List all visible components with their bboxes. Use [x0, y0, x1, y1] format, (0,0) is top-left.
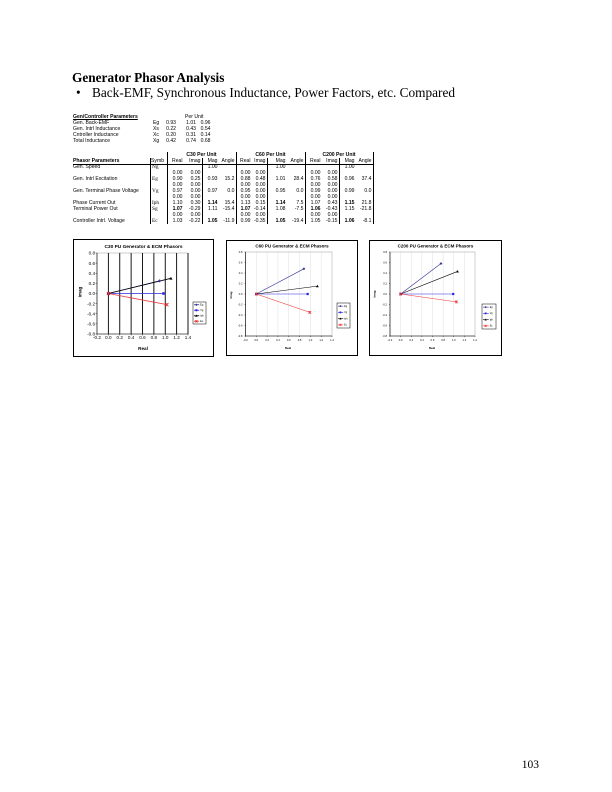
square-marker-icon [162, 292, 165, 295]
y-tick-label: -0.4 [87, 311, 95, 317]
phasor-value: 1.08 [275, 206, 286, 212]
phasor-value: 1.05 [275, 218, 286, 224]
phasor-value: 7.5 [296, 200, 304, 206]
y-tick-label: -0.2 [87, 301, 95, 307]
x-tick-label: 0.6 [139, 335, 146, 341]
column-header: Imag [189, 158, 201, 164]
phasor-symbol: Iph [152, 200, 160, 206]
chart-c30-phasors [73, 239, 214, 357]
x-tick-label: 1.4 [473, 339, 477, 343]
phasor-value: -19.4 [291, 218, 304, 224]
x-tick-label: 1.2 [173, 335, 180, 341]
y-tick-label: 0.4 [238, 271, 243, 275]
column-header: Angle [221, 158, 235, 164]
phasor-value: 0.90 [172, 176, 183, 182]
y-tick-label: -0.8 [87, 331, 95, 337]
group-header: C200 Per Unit [322, 152, 356, 158]
phasor-value: -11.9 [223, 218, 235, 224]
column-divider [373, 152, 374, 224]
phasor-value: 0.00 [327, 182, 338, 188]
phasor-value: 1.00 [344, 164, 355, 170]
phasor-value: 0.00 [190, 182, 201, 188]
param-header-label: Gen/Controller Parameters [73, 114, 138, 120]
phasor-value: 0.0 [227, 188, 235, 194]
x-tick-label: 0.0 [105, 335, 112, 341]
y-tick-label: 0.8 [88, 250, 95, 256]
phasor-value: 0.25 [190, 176, 201, 182]
phasor-value: 1.07 [172, 206, 183, 212]
phasor-value: 0.97 [172, 188, 183, 194]
phasor-value: 0.00 [327, 170, 338, 176]
phasor-value: 15.4 [224, 200, 235, 206]
phasor-parameters-table [73, 152, 374, 225]
legend-label: Iph [489, 318, 494, 322]
column-header: Imag [254, 158, 266, 164]
x-axis-title: Real [428, 346, 436, 350]
param-value: 0.96 [200, 120, 211, 126]
phasor-value: 1.14 [275, 200, 286, 206]
param-value: 0.31 [186, 132, 196, 138]
phasor-symbol: Vg [152, 188, 159, 194]
y-tick-label: 0.2 [88, 281, 95, 287]
x-tick-label: -0.2 [93, 335, 101, 341]
phasor-value: 0.00 [255, 182, 266, 188]
phasor-value: 37.4 [361, 176, 372, 182]
column-header: Mag [275, 158, 286, 164]
page-title: Generator Phasor Analysis [72, 70, 225, 85]
square-marker-icon [485, 312, 487, 314]
phasor-value: -21.8 [359, 206, 372, 212]
phasor-value: 28.4 [293, 176, 304, 182]
header-rule [73, 164, 373, 165]
chart-title: C200 PU Generator & ECM Phasors [397, 243, 474, 249]
phasor-value: -15.4 [222, 206, 235, 212]
column-divider [150, 158, 151, 224]
phasor-value: 0.96 [344, 176, 355, 182]
phasor-value: 1.01 [275, 176, 286, 182]
phasor-value: 0.00 [255, 212, 266, 218]
legend-label: Iph [344, 317, 348, 321]
chart-legend [337, 303, 350, 328]
phasor-value: -0.43 [325, 206, 338, 212]
page-subtitle: Back-EMF, Synchronous Inductance, Power Factors, etc. Compared [92, 85, 456, 100]
y-tick-label: -0.4 [382, 313, 387, 317]
phasor-value: 0.99 [344, 188, 355, 194]
phasor-value: 0.00 [190, 170, 201, 176]
x-tick-label: 0.2 [409, 339, 414, 343]
param-label: Gen. Intrl Inductance [73, 126, 121, 132]
legend-label: Ec [200, 320, 204, 324]
chart-canvas [73, 239, 214, 357]
phasor-value: 0.00 [172, 212, 183, 218]
phasor-value: 1.14 [207, 200, 218, 206]
phasor-value: 0.00 [172, 170, 183, 176]
phasor-value: 0.48 [255, 176, 266, 182]
column-divider [202, 158, 203, 224]
x-tick-label: 1.4 [184, 335, 192, 341]
phasor-value: 0.00 [255, 170, 266, 176]
param-header-units: Per Unit [185, 114, 204, 120]
phasor-value: 1.15 [344, 200, 355, 206]
x-tick-label: 0.0 [254, 339, 259, 343]
column-header: Imag [326, 158, 338, 164]
y-tick-label: -0.4 [237, 313, 243, 317]
column-divider [167, 152, 168, 224]
column-header: Mag [207, 158, 218, 164]
param-symbol: Xg [153, 138, 160, 144]
param-value: 0.54 [200, 126, 211, 132]
phasor-value: 1.06 [344, 218, 355, 224]
y-tick-label: -0.8 [237, 334, 243, 338]
x-tick-label: 0.6 [430, 339, 435, 343]
phasor-value: 1.07 [310, 200, 321, 206]
phasor-value: 0.93 [207, 176, 218, 182]
phasor-value: 15.2 [224, 176, 235, 182]
legend-label: Vg [489, 312, 493, 316]
phasor-label: Gen. Intrl Excitation [73, 176, 118, 182]
y-tick-label: 0.4 [383, 271, 387, 275]
y-tick-label: -0.2 [382, 303, 387, 307]
x-tick-label: 0.2 [265, 339, 269, 343]
param-value: 0.93 [166, 120, 176, 126]
y-tick-label: 0.8 [238, 250, 243, 254]
phasor-value: 1.10 [172, 200, 183, 206]
param-symbol: Eg [153, 120, 160, 126]
phasor-value: 0.95 [240, 188, 251, 194]
phasor-value: -0.15 [325, 218, 338, 224]
y-tick-label: 0.6 [238, 261, 243, 265]
column-divider [305, 152, 306, 224]
param-value: 0.20 [166, 132, 176, 138]
y-tick-label: 0.0 [383, 292, 387, 296]
phasor-label: Terminal Power Out [73, 206, 118, 212]
phasor-value: -0.22 [188, 218, 201, 224]
phasor-value: 0.00 [327, 188, 338, 194]
y-tick-label: -0.8 [382, 334, 387, 338]
phasor-value: 1.11 [207, 206, 218, 212]
column-header: Real [172, 158, 183, 164]
phasor-value: 0.00 [310, 182, 321, 188]
y-axis-title: Imag [372, 290, 377, 298]
column-header: Real [240, 158, 251, 164]
chart-legend [482, 304, 496, 329]
param-symbol: Xc [153, 132, 159, 138]
x-tick-label: 1.4 [330, 339, 334, 343]
phasor-value: 1.00 [275, 164, 286, 170]
y-tick-label: 0.0 [238, 292, 243, 296]
column-header: Angle [358, 158, 372, 164]
y-tick-label: 0.4 [88, 270, 95, 276]
legend-label: Ec [344, 323, 347, 327]
x-tick-label: 1.0 [308, 339, 313, 343]
legend-label: Vg [344, 311, 348, 315]
phasor-value: 0.00 [310, 170, 321, 176]
y-axis-title: Imag [77, 286, 83, 298]
phasor-value: 0.15 [255, 200, 266, 206]
phasor-value: 0.00 [172, 194, 183, 200]
legend-label: Iph [200, 314, 204, 318]
param-label: Cntroller Inductance [73, 132, 119, 138]
chart-c60-phasors [226, 240, 358, 356]
phasor-value: 0.00 [190, 188, 201, 194]
x-axis-title: Real [138, 345, 148, 351]
param-value: 0.22 [166, 126, 176, 132]
column-header: Mag [344, 158, 355, 164]
phasor-value: 0.97 [207, 188, 218, 194]
phasor-value: -0.29 [188, 206, 201, 212]
y-tick-label: -0.6 [382, 324, 387, 328]
phasor-value: 0.00 [172, 182, 183, 188]
phasor-label: Phase Current Out [73, 200, 116, 206]
column-divider [236, 152, 237, 224]
phasor-value: 0.00 [240, 194, 251, 200]
y-tick-label: 0.8 [383, 250, 387, 254]
phasor-value: 0.30 [190, 200, 201, 206]
param-label: Total Inductance [73, 138, 111, 144]
y-tick-label: -0.6 [87, 321, 95, 327]
phasor-label: Gen. Speed [73, 164, 101, 170]
x-tick-label: 1.0 [451, 339, 456, 343]
phasor-value: 0.43 [327, 200, 338, 206]
phasor-value: 0.00 [255, 194, 266, 200]
square-marker-icon [195, 309, 197, 311]
param-symbol: Xs [153, 126, 159, 132]
phasor-value: 0.00 [240, 212, 251, 218]
chart-title: C60 PU Generator & ECM Phasors [255, 243, 329, 249]
param-value: 0.74 [186, 138, 196, 144]
legend-label: Eg [489, 305, 493, 309]
phasor-value: 0.00 [190, 212, 201, 218]
phasor-symbol: Sg [152, 206, 158, 212]
column-divider [267, 158, 268, 224]
phasor-value: 1.05 [207, 218, 218, 224]
phasor-symbol: Ng [152, 164, 159, 170]
x-tick-label: 1.2 [462, 339, 467, 343]
y-tick-label: 0.6 [383, 261, 387, 265]
chart-canvas [226, 240, 358, 356]
phasor-value: -0.35 [253, 218, 266, 224]
x-tick-label: 0.4 [127, 335, 135, 341]
phasor-value: 0.58 [327, 176, 338, 182]
chart-title: C30 PU Generator & ECM Phasors [104, 245, 183, 250]
group-header: C60 Per Unit [255, 152, 286, 158]
x-tick-label: 0.4 [276, 339, 280, 343]
phasor-symbol: Eg [152, 176, 158, 182]
x-tick-label: -0.2 [243, 339, 248, 343]
phasor-value: 0.00 [327, 194, 338, 200]
y-tick-label: -0.6 [237, 324, 243, 328]
column-divider [339, 158, 340, 224]
param-value: 0.14 [200, 132, 211, 138]
x-tick-label: 0.8 [441, 339, 445, 343]
param-value: 0.42 [166, 138, 176, 144]
symbol-header: Symb [151, 158, 165, 164]
bullet-icon: • [76, 85, 81, 100]
phasor-value: 0.99 [240, 218, 251, 224]
phasor-value: 0.0 [296, 188, 304, 194]
phasor-value: 0.0 [364, 188, 372, 194]
gen-controller-parameters-table [73, 114, 213, 144]
group-header: C30 Per Unit [186, 152, 217, 158]
square-marker-icon [452, 293, 454, 295]
y-axis-title: Imag [228, 291, 233, 299]
phasor-value: 1.03 [172, 218, 183, 224]
phasor-value: 0.00 [327, 212, 338, 218]
phasor-value: 0.76 [310, 176, 321, 182]
phasor-value: 1.06 [310, 206, 321, 212]
phasor-value: 1.07 [240, 206, 251, 212]
y-tick-label: 0.2 [238, 282, 243, 286]
phasor-symbol: Ec [152, 218, 158, 224]
square-marker-icon [307, 293, 309, 295]
phasor-value: 0.88 [240, 176, 251, 182]
phasor-label: Controller Intrl. Voltage [73, 218, 125, 224]
phasor-value: 0.99 [310, 188, 321, 194]
chart-canvas [369, 240, 502, 356]
x-tick-label: 1.2 [319, 339, 324, 343]
square-marker-icon [339, 311, 341, 313]
phasor-value: 0.00 [240, 170, 251, 176]
x-tick-label: 0.8 [297, 339, 302, 343]
y-tick-label: 0.2 [383, 282, 387, 286]
legend-label: Vg [200, 309, 204, 313]
phasor-value: 21.8 [361, 200, 372, 206]
phasor-value: 0.00 [310, 194, 321, 200]
phasor-value: 1.15 [344, 206, 355, 212]
legend-label: Ec [489, 324, 493, 328]
legend-label: Eg [200, 303, 204, 307]
x-tick-label: 0.8 [150, 335, 158, 341]
y-tick-label: 0.6 [88, 260, 95, 266]
param-value: 0.68 [200, 138, 211, 144]
param-label: Gen. Back-EMF [73, 120, 110, 126]
phasor-value: 0.00 [310, 212, 321, 218]
x-tick-label: 0.6 [286, 339, 291, 343]
legend-label: Eg [344, 304, 348, 308]
phasor-value: -0.14 [253, 206, 266, 212]
y-tick-label: -0.2 [237, 303, 243, 307]
x-tick-label: 0.4 [420, 339, 424, 343]
phasor-label: Gen. Terminal Phase Voltage [73, 188, 139, 194]
phasor-value: 1.00 [207, 164, 218, 170]
x-tick-label: 0.2 [116, 335, 123, 341]
column-header: Angle [290, 158, 304, 164]
x-tick-label: 0.0 [398, 339, 403, 343]
chart-c200-phasors [369, 240, 502, 356]
phasor-header-label: Phasor Parameters [73, 158, 120, 164]
phasor-value: 0.00 [240, 182, 251, 188]
phasor-value: 0.00 [190, 194, 201, 200]
page-number: 103 [521, 759, 539, 771]
phasor-value: -7.5 [294, 206, 304, 212]
y-tick-label: 0.0 [88, 291, 95, 297]
phasor-value: 0.95 [275, 188, 286, 194]
phasor-value: 1.13 [240, 200, 251, 206]
param-value: 1.01 [186, 120, 196, 126]
x-tick-label: -0.2 [387, 339, 393, 343]
phasor-value: 1.05 [310, 218, 321, 224]
phasor-value: -8.1 [362, 218, 372, 224]
x-axis-title: Real [284, 346, 292, 350]
column-header: Real [310, 158, 321, 164]
x-tick-label: 1.0 [162, 335, 169, 341]
phasor-value: 0.00 [255, 188, 266, 194]
param-value: 0.43 [186, 126, 196, 132]
chart-legend [193, 302, 206, 324]
